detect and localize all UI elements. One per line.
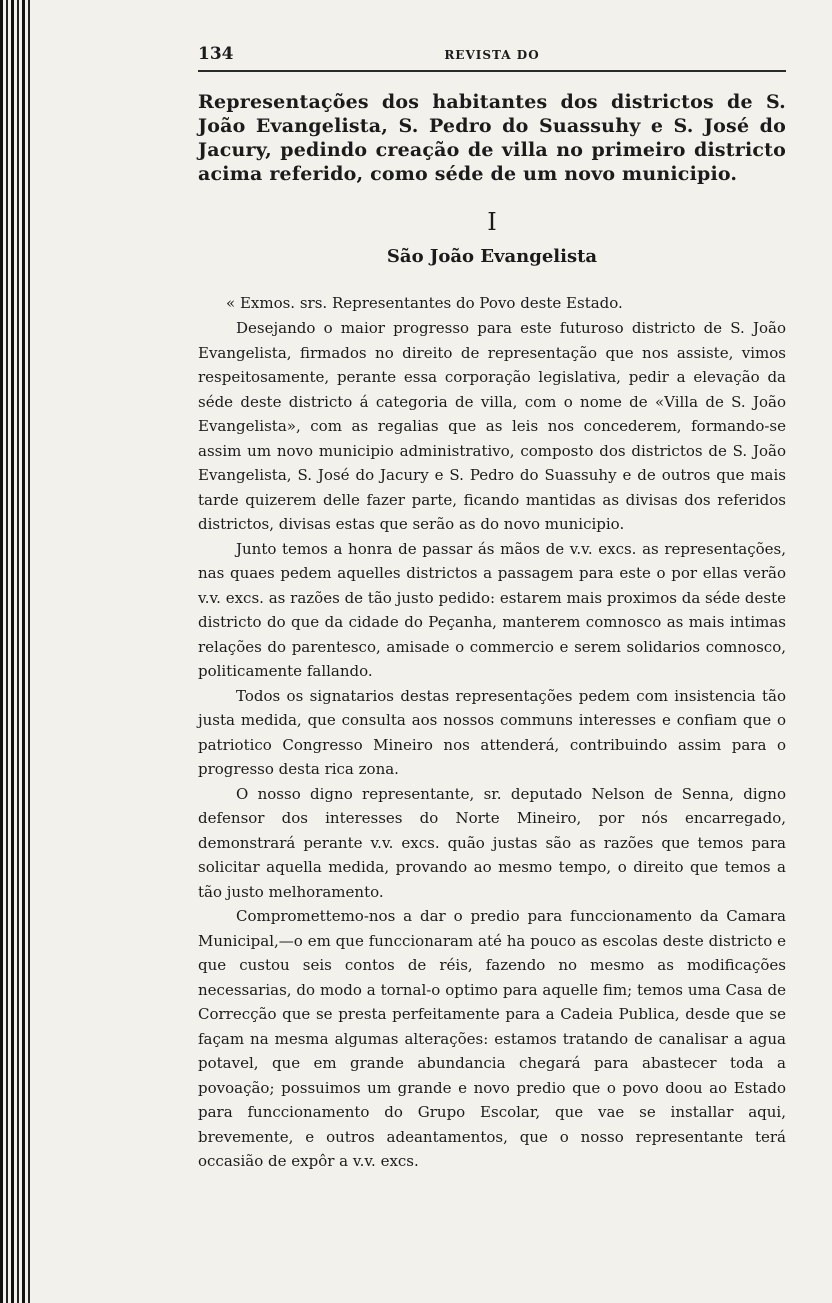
section-title: São João Evangelista xyxy=(386,246,598,267)
page-header xyxy=(198,40,786,68)
book-binding-edge xyxy=(0,0,30,1303)
header-rule xyxy=(198,70,786,72)
paragraph-5: Compromettemo-nos a dar o predio para funccionamento da Camara Municipal,—o em que funccionaram até ha pouco as escolas deste districto e que custou seis contos de réis, fazendo no mesmo as modificações necessarias, do modo a tornal-o optimo para aquelle fim; temos uma Casa de Correcção que se presta perfeitamente para a Cadeia Publica, desde que se façam na mesma algumas alterações: estamos tratando de canalisar a agua potavel, que em grande abundancia chegará para abastecer toda a povoação; possuimos um grande e novo predio que o povo doou ao Estado para funccionamento do Grupo Escolar, que vae se installar aqui, brevemente, e outros adeantamentos, que o nosso representante terá occasião de expôr a v.v. excs. xyxy=(198,907,786,1170)
paragraph-4: O nosso digno representante, sr. deputado Nelson de Senna, digno defensor dos interesses do Norte Mineiro, por nós encarregado, demonstrará perante v.v. excs. quão justas são as razões que temos para solicitar aquella medida, provando ao mesmo tempo, o direito que temos a tão justo melhoramento. xyxy=(198,784,786,901)
running-head: REVISTA DO xyxy=(444,48,540,62)
salutation: « Exmos. srs. Representantes do Povo deste Estado. xyxy=(226,294,623,312)
paragraph-3: Todos os signatarios destas representações pedem com insistencia tão justa medida, que consulta aos nossos communs interesses e confiam que o patriotico Congresso Mineiro nos attenderá, contribuindo assim para o progresso desta rica zona. xyxy=(198,686,786,778)
document-title: Representações dos habitantes dos districtos de S. João Evangelista, S. Pedro do Suassuhy e S. José do Jacury, pedindo creação de villa no primeiro districto acima referido, como séde de um novo municipio. xyxy=(198,91,786,185)
document-page xyxy=(198,40,786,1174)
paragraph-1: Desejando o maior progresso para este futuroso districto de S. João Evangelista, firmados no direito de representação que nos assiste, vimos respeitosamente, perante essa corporação legislativa, pedir a elevação da séde deste districto á categoria de villa, com o nome de «Villa de S. João Evangelista», com as regalias que as leis nos concederem, formando-se assim um novo municipio administrativo, composto dos districtos de S. João Evangelista, S. José do Jacury e S. Pedro do Suassuhy e de outros que mais tarde quizerem delle fazer parte, ficando mantidas as divisas dos referidos districtos, divisas estas que serão as do novo municipio. xyxy=(198,319,786,533)
paragraph-2: Junto temos a honra de passar ás mãos de v.v. excs. as representações, nas quaes pedem aquelles districtos a passagem para este o por ellas verão v.v. excs. as razões de tão justo pedido: estarem mais proximos da séde deste districto do que da cidade do Peçanha, manterem comnosco as mais intimas relações do parentesco, amisade o commercio e serem solidarios comnosco, politicamente fallando. xyxy=(198,539,786,680)
page-number: 134 xyxy=(198,44,234,64)
section-number: I xyxy=(487,208,497,236)
